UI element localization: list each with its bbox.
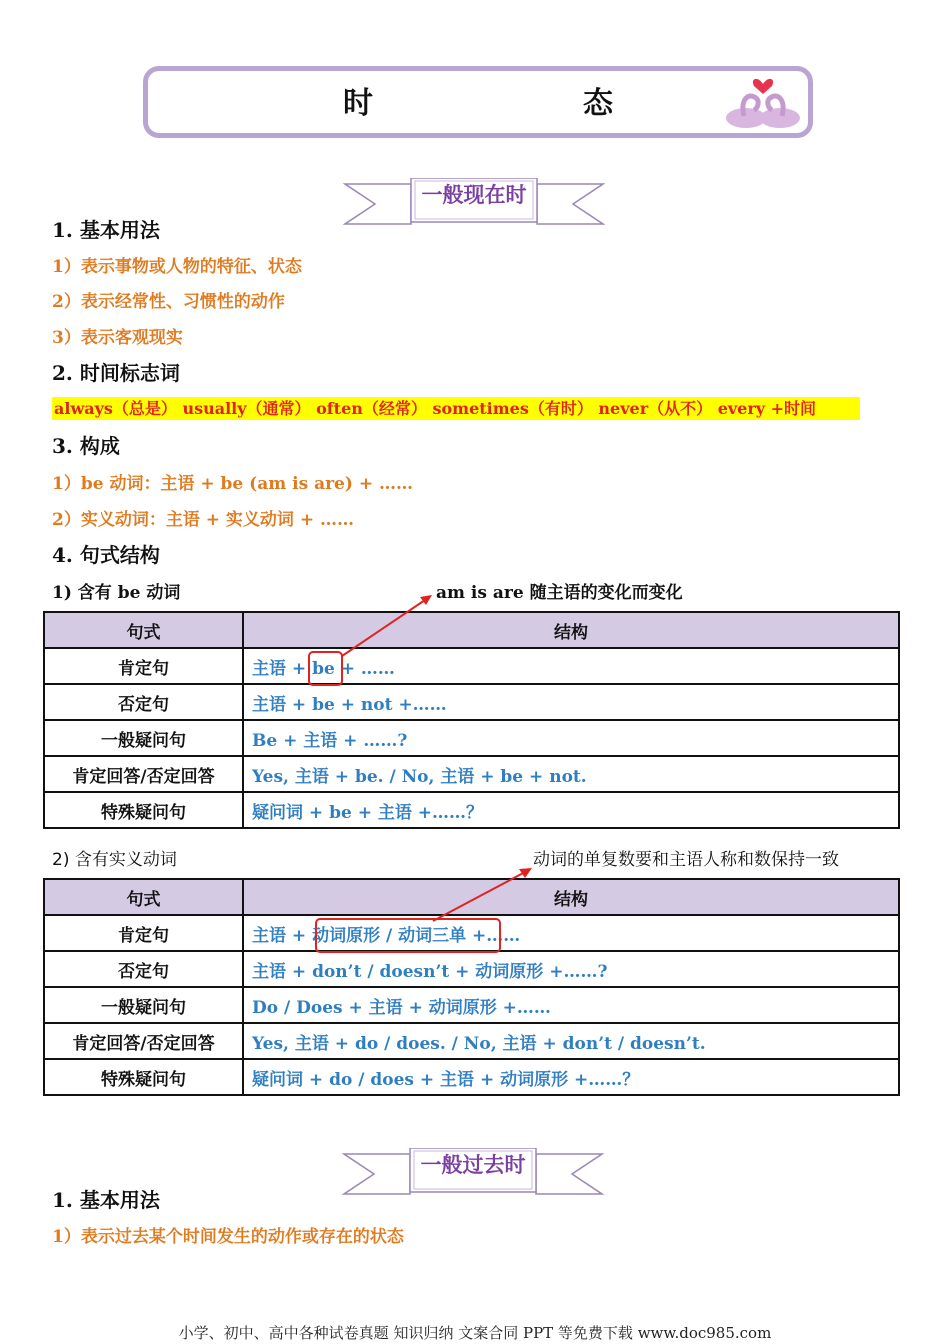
section-ribbon-past	[342, 1148, 604, 1202]
row-structure: 主语 + be + not +……	[243, 684, 899, 720]
structure-heading: 4. 句式结构	[52, 543, 160, 567]
arrow-head-icon	[420, 595, 432, 605]
usage-heading: 1. 基本用法	[52, 218, 160, 242]
form-item-2: 2）实义动词：主语 + 实义动词 + ……	[52, 510, 354, 530]
row-type: 特殊疑问句	[44, 792, 243, 828]
past-usage-heading: 1. 基本用法	[52, 1188, 160, 1212]
row-structure: 主语 + be + ……	[243, 648, 899, 684]
table-row	[44, 1059, 899, 1095]
verb-note: 动词的单复数要和主语人称和数保持一致	[533, 850, 839, 870]
ribbon-label: 一般现在时	[421, 183, 527, 207]
row-structure: 疑问词 + do / does + 主语 + 动词原形 +……？	[243, 1059, 899, 1095]
row-type: 一般疑问句	[44, 720, 243, 756]
row-structure: Be + 主语 + ……?	[243, 720, 899, 756]
footer-text: 小学、初中、高中各种试卷真题 知识归纳 文案合同 PPT 等免费下载 www.doc985.com	[178, 1324, 772, 1342]
row-type: 肯定回答/否定回答	[44, 1023, 243, 1059]
row-type: 否定句	[44, 951, 243, 987]
row-type: 肯定回答/否定回答	[44, 756, 243, 792]
row-structure: Do / Does + 主语 + 动词原形 +……	[243, 987, 899, 1023]
table-row	[44, 792, 899, 828]
section-ribbon-present	[343, 178, 605, 232]
arrow-head-icon	[519, 868, 532, 878]
be-verb-note: am is are 随主语的变化而变化	[436, 583, 683, 603]
form-heading: 3. 构成	[52, 434, 120, 458]
row-structure: 疑问词 + be + 主语 +……？	[243, 792, 899, 828]
table-row	[44, 756, 899, 792]
usage-item-3: 3）表示客观现实	[52, 328, 183, 348]
row-type: 一般疑问句	[44, 987, 243, 1023]
usage-item-2: 2）表示经常性、习惯性的动作	[52, 292, 285, 312]
row-structure: Yes, 主语 + do / does. / No, 主语 + don’t / doesn’t.	[243, 1023, 899, 1059]
table-row	[44, 684, 899, 720]
table-row	[44, 648, 899, 684]
title-frame	[143, 66, 813, 138]
signal-heading: 2. 时间标志词	[52, 361, 180, 385]
table-row	[44, 951, 899, 987]
table-row	[44, 720, 899, 756]
row-structure: 主语 + 动词原形 / 动词三单 +……	[243, 915, 899, 951]
row-type: 肯定句	[44, 648, 243, 684]
row-structure: Yes, 主语 + be. / No, 主语 + be + not.	[243, 756, 899, 792]
row-structure: 主语 + don’t / doesn’t + 动词原形 +……?	[243, 951, 899, 987]
header-type: 句式	[44, 879, 243, 915]
verb-label: 2) 含有实义动词	[52, 850, 177, 870]
ribbon-label: 一般过去时	[420, 1153, 526, 1177]
row-type: 肯定句	[44, 915, 243, 951]
page-title: 时 态	[343, 86, 663, 121]
table-row	[44, 1023, 899, 1059]
be-verb-label: 1) 含有 be 动词	[52, 583, 181, 603]
usage-item-1: 1）表示事物或人物的特征、状态	[52, 257, 302, 277]
swan-heart-icon	[722, 70, 804, 132]
table-row	[44, 915, 899, 951]
verb-table	[43, 878, 900, 1096]
table-row	[44, 987, 899, 1023]
header-type: 句式	[44, 612, 243, 648]
header-structure: 结构	[243, 612, 899, 648]
header-structure: 结构	[243, 879, 899, 915]
table-header-row	[44, 879, 899, 915]
row-type: 否定句	[44, 684, 243, 720]
table-header-row	[44, 612, 899, 648]
be-verb-table	[43, 611, 900, 829]
row-type: 特殊疑问句	[44, 1059, 243, 1095]
signal-words: always（总是） usually（通常） often（经常） sometimes（有时） never（从不） every +时间	[52, 397, 860, 420]
past-usage-item-1: 1）表示过去某个时间发生的动作或存在的状态	[52, 1227, 404, 1247]
form-item-1: 1）be 动词：主语 + be (am is are) + ……	[52, 474, 413, 494]
